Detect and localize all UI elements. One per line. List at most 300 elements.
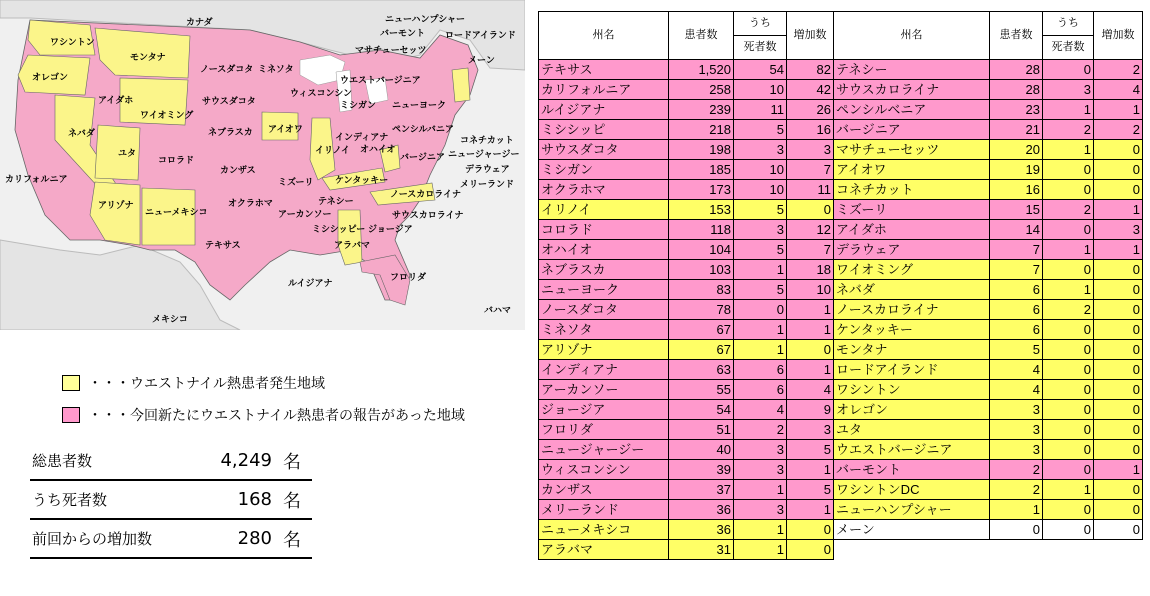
table-cell: 0 — [1043, 180, 1094, 200]
table-cell: 15 — [990, 200, 1043, 220]
map-label: ロードアイランド — [445, 31, 516, 41]
table-cell: 0 — [990, 520, 1043, 540]
map-label: マサチューセッツ — [355, 46, 427, 56]
map-label: カリフォルニア — [5, 175, 68, 185]
summary-row-deaths — [30, 481, 312, 520]
table-cell: 16 — [787, 120, 834, 140]
table-cell: 0 — [1043, 400, 1094, 420]
table-cell: 0 — [1094, 140, 1143, 160]
map-label: コロラド — [158, 156, 195, 166]
table-body — [539, 60, 1143, 560]
table-row — [539, 480, 1143, 500]
table-cell: モンタナ — [834, 340, 990, 360]
col-header-of-which: うち — [734, 12, 787, 36]
table-cell: 4 — [1094, 80, 1143, 100]
table-cell: ミネソタ — [539, 320, 669, 340]
empty-cell — [834, 540, 990, 560]
table-cell: 0 — [1094, 500, 1143, 520]
table-cell: 1 — [734, 540, 787, 560]
table-cell: 2 — [1043, 120, 1094, 140]
table-cell: 2 — [1043, 300, 1094, 320]
legend-text: ・・・今回新たにウエストナイル熱患者の報告があった地域 — [88, 408, 465, 424]
map-label: ニューメキシコ — [145, 208, 208, 218]
table-cell: 0 — [787, 200, 834, 220]
col-header-patients: 患者数 — [669, 12, 734, 60]
summary-value: 4,249 — [220, 450, 272, 471]
table-cell: ノースカロライナ — [834, 300, 990, 320]
table-cell: 42 — [787, 80, 834, 100]
table-cell: ウィスコンシン — [539, 460, 669, 480]
table-row — [539, 360, 1143, 380]
map-label: アイオワ — [268, 125, 303, 135]
table-cell: 0 — [1043, 500, 1094, 520]
table-cell: オハイオ — [539, 240, 669, 260]
table-cell: 2 — [1043, 200, 1094, 220]
table-cell: 5 — [990, 340, 1043, 360]
table-cell: 67 — [669, 340, 734, 360]
map-label: オクラホマ — [228, 199, 273, 209]
table-cell: 2 — [1094, 60, 1143, 80]
table-cell: 6 — [990, 280, 1043, 300]
table-cell: 0 — [787, 520, 834, 540]
table-cell: マサチューセッツ — [834, 140, 990, 160]
table-cell: 1 — [734, 340, 787, 360]
table-cell: 11 — [787, 180, 834, 200]
table-cell: 0 — [1094, 360, 1143, 380]
table-cell: 6 — [990, 300, 1043, 320]
col-header-patients-2: 患者数 — [990, 12, 1043, 60]
map-label: ミズーリ — [278, 178, 314, 188]
table-cell: 20 — [990, 140, 1043, 160]
table-cell: ニューヨーク — [539, 280, 669, 300]
col-header-increase-2: 増加数 — [1094, 12, 1143, 60]
table-cell: ニューメキシコ — [539, 520, 669, 540]
table-cell: 3 — [990, 400, 1043, 420]
table-cell: 104 — [669, 240, 734, 260]
table-row — [539, 280, 1143, 300]
header-row-1 — [539, 12, 1143, 36]
table-cell: ミシシッピ — [539, 120, 669, 140]
table-cell: アーカンソー — [539, 380, 669, 400]
table-row — [539, 460, 1143, 480]
table-cell: 0 — [1043, 360, 1094, 380]
summary-table — [30, 442, 312, 559]
table-cell: ロードアイランド — [834, 360, 990, 380]
table-cell: 5 — [734, 280, 787, 300]
summary-unit: 名 — [283, 529, 301, 551]
map-label: アーカンソー — [278, 210, 332, 220]
table-cell: 67 — [669, 320, 734, 340]
table-cell: 1 — [1043, 280, 1094, 300]
table-row — [539, 140, 1143, 160]
table-row — [539, 320, 1143, 340]
table-row — [539, 500, 1143, 520]
table-cell: 2 — [990, 480, 1043, 500]
table-row — [539, 380, 1143, 400]
table-cell: 0 — [787, 540, 834, 560]
map-state-new-england — [452, 68, 470, 102]
map-label: ノースカロライナ — [390, 190, 462, 200]
table-cell: 3 — [734, 220, 787, 240]
table-cell: 7 — [990, 240, 1043, 260]
table-cell: 0 — [1094, 420, 1143, 440]
table-cell: 1 — [990, 500, 1043, 520]
map-label: デラウェア — [465, 165, 510, 175]
table-cell: 218 — [669, 120, 734, 140]
table-cell: コネチカット — [834, 180, 990, 200]
table-row — [539, 200, 1143, 220]
table-cell: 37 — [669, 480, 734, 500]
table-cell: ウエストバージニア — [834, 440, 990, 460]
map-label: インディアナ — [335, 133, 389, 143]
map-label: カンザス — [220, 166, 256, 176]
table-cell: 258 — [669, 80, 734, 100]
table-cell: 5 — [734, 120, 787, 140]
table-cell: 1 — [787, 500, 834, 520]
table-cell: 1 — [787, 300, 834, 320]
empty-cell — [1094, 540, 1143, 560]
table-cell: コロラド — [539, 220, 669, 240]
table-cell: 1 — [787, 460, 834, 480]
empty-cell — [1043, 540, 1094, 560]
table-row — [539, 520, 1143, 540]
table-cell: ニューハンプシャー — [834, 500, 990, 520]
table-cell: ネブラスカ — [539, 260, 669, 280]
table-row — [539, 220, 1143, 240]
table-cell: 10 — [734, 80, 787, 100]
table-cell: 1 — [734, 520, 787, 540]
table-cell: 0 — [1043, 220, 1094, 240]
map-label: ワイオミング — [140, 111, 194, 121]
empty-cell — [990, 540, 1043, 560]
summary-unit: 名 — [283, 451, 301, 473]
table-cell: ミズーリ — [834, 200, 990, 220]
table-cell: 55 — [669, 380, 734, 400]
map-label: ケンタッキー — [335, 176, 389, 186]
table-cell: 1 — [734, 480, 787, 500]
summary-row-increase — [30, 520, 312, 559]
table-cell: 0 — [1094, 440, 1143, 460]
map-label: バハマ — [484, 306, 512, 316]
map-label: ユタ — [118, 149, 137, 159]
summary-value: 280 — [237, 528, 272, 549]
map-label: ウエストバージニア — [340, 76, 421, 86]
table-cell: フロリダ — [539, 420, 669, 440]
table-cell: 3 — [1094, 220, 1143, 240]
table-cell: 28 — [990, 60, 1043, 80]
table-cell: メリーランド — [539, 500, 669, 520]
table-cell: サウスカロライナ — [834, 80, 990, 100]
map-label: アイダホ — [98, 96, 134, 106]
table-cell: 5 — [734, 200, 787, 220]
summary-label: うち死者数 — [32, 491, 108, 509]
table-cell: 1 — [734, 260, 787, 280]
table-cell: 0 — [1043, 60, 1094, 80]
table-cell: 3 — [787, 420, 834, 440]
table-cell: ネバダ — [834, 280, 990, 300]
legend-item-pink — [62, 404, 492, 426]
map-label: コネチカット — [460, 136, 514, 146]
table-cell: 1 — [1094, 460, 1143, 480]
table-cell: 6 — [734, 380, 787, 400]
table-cell: 1 — [787, 360, 834, 380]
table-cell: 5 — [787, 440, 834, 460]
map-label: モンタナ — [130, 53, 166, 63]
map-label: オハイオ — [360, 145, 396, 155]
table-cell: 118 — [669, 220, 734, 240]
table-cell: ジョージア — [539, 400, 669, 420]
table-cell: 9 — [787, 400, 834, 420]
table-row — [539, 340, 1143, 360]
table-cell: 1 — [1094, 100, 1143, 120]
table-cell: バージニア — [834, 120, 990, 140]
map-label: アリゾナ — [98, 201, 134, 211]
table-cell: 39 — [669, 460, 734, 480]
table-cell: 21 — [990, 120, 1043, 140]
table-cell: アイオワ — [834, 160, 990, 180]
table-cell: 0 — [1094, 300, 1143, 320]
table-cell: 2 — [990, 460, 1043, 480]
map-label: サウスダコタ — [202, 97, 256, 107]
table-cell: サウスダコタ — [539, 140, 669, 160]
table-cell: 1 — [1043, 480, 1094, 500]
table-cell: 0 — [1043, 260, 1094, 280]
state-table-wrapper — [538, 11, 1143, 560]
table-cell: 1 — [1094, 200, 1143, 220]
table-cell: アラバマ — [539, 540, 669, 560]
table-cell: 3 — [734, 500, 787, 520]
table-cell: ケンタッキー — [834, 320, 990, 340]
table-cell: 0 — [1043, 440, 1094, 460]
table-cell: 12 — [787, 220, 834, 240]
table-cell: 0 — [1094, 160, 1143, 180]
table-row — [539, 540, 1143, 560]
table-cell: 4 — [990, 360, 1043, 380]
table-cell: 0 — [1043, 380, 1094, 400]
table-cell: 185 — [669, 160, 734, 180]
table-cell: 3 — [1043, 80, 1094, 100]
map-label: バージニア — [400, 153, 445, 163]
map-label: ワシントン — [50, 38, 95, 48]
table-cell: ミシガン — [539, 160, 669, 180]
table-row — [539, 120, 1143, 140]
table-cell: インディアナ — [539, 360, 669, 380]
map-label: ニューハンプシャー — [385, 15, 466, 25]
table-cell: 31 — [669, 540, 734, 560]
legend-item-yellow — [62, 372, 492, 394]
table-cell: 0 — [1094, 180, 1143, 200]
table-cell: ユタ — [834, 420, 990, 440]
table-cell: 0 — [1094, 400, 1143, 420]
table-cell: 28 — [990, 80, 1043, 100]
table-cell: 6 — [734, 360, 787, 380]
summary-label: 前回からの増加数 — [32, 530, 153, 548]
table-cell: オクラホマ — [539, 180, 669, 200]
table-cell: アイダホ — [834, 220, 990, 240]
table-cell: テネシー — [834, 60, 990, 80]
legend — [62, 372, 492, 436]
summary-unit: 名 — [283, 490, 301, 512]
map-label: オレゴン — [32, 73, 69, 83]
table-cell: 3 — [734, 460, 787, 480]
table-row — [539, 300, 1143, 320]
table-cell: 198 — [669, 140, 734, 160]
table-cell: ルイジアナ — [539, 100, 669, 120]
summary-row-total — [30, 442, 312, 481]
table-cell: 83 — [669, 280, 734, 300]
table-cell: ニュージャージー — [539, 440, 669, 460]
col-header-state-2: 州名 — [834, 12, 990, 60]
table-cell: 18 — [787, 260, 834, 280]
table-cell: 7 — [990, 260, 1043, 280]
table-cell: 3 — [990, 420, 1043, 440]
table-cell: 7 — [787, 160, 834, 180]
table-cell: アリゾナ — [539, 340, 669, 360]
table-cell: ワシントン — [834, 380, 990, 400]
table-cell: ワシントンDC — [834, 480, 990, 500]
table-cell: 239 — [669, 100, 734, 120]
table-cell: 0 — [1094, 320, 1143, 340]
table-cell: 36 — [669, 500, 734, 520]
table-row — [539, 100, 1143, 120]
table-cell: 153 — [669, 200, 734, 220]
summary-label: 総患者数 — [32, 452, 93, 470]
state-table — [538, 11, 1143, 560]
map-label: ペンシルバニア — [392, 125, 454, 135]
table-cell: 1 — [1043, 240, 1094, 260]
table-cell: 3 — [990, 440, 1043, 460]
table-cell: 3 — [734, 140, 787, 160]
map-label: テキサス — [205, 241, 241, 251]
table-cell: ワイオミング — [834, 260, 990, 280]
map-label: ニュージャージー — [448, 150, 520, 160]
table-row — [539, 60, 1143, 80]
table-cell: 10 — [787, 280, 834, 300]
table-cell: 0 — [1094, 520, 1143, 540]
col-header-increase: 増加数 — [787, 12, 834, 60]
table-row — [539, 420, 1143, 440]
map-label: メキシコ — [152, 315, 188, 325]
legend-text: ・・・ウエストナイル熱患者発生地域 — [88, 376, 326, 392]
table-cell: 1 — [787, 320, 834, 340]
map-label: ノースダコタ — [200, 65, 254, 75]
map-label: ネブラスカ — [208, 128, 253, 138]
table-cell: 16 — [990, 180, 1043, 200]
table-cell: 54 — [734, 60, 787, 80]
map-label: バーモント — [380, 29, 426, 39]
table-cell: 0 — [1094, 380, 1143, 400]
table-cell: 0 — [734, 300, 787, 320]
map-label: ネバダ — [68, 129, 95, 139]
table-cell: 19 — [990, 160, 1043, 180]
table-cell: 51 — [669, 420, 734, 440]
table-cell: オレゴン — [834, 400, 990, 420]
table-cell: 1 — [734, 320, 787, 340]
table-cell: メーン — [834, 520, 990, 540]
table-cell: 4 — [787, 380, 834, 400]
table-cell: 82 — [787, 60, 834, 80]
table-cell: 2 — [734, 420, 787, 440]
table-cell: 63 — [669, 360, 734, 380]
table-cell: 0 — [1094, 280, 1143, 300]
table-cell: 0 — [1094, 340, 1143, 360]
map-label: カナダ — [186, 18, 213, 28]
table-cell: 54 — [669, 400, 734, 420]
table-cell: バーモント — [834, 460, 990, 480]
col-header-state: 州名 — [539, 12, 669, 60]
us-map — [0, 0, 525, 330]
table-cell: 1 — [1043, 140, 1094, 160]
map-label: サウスカロライナ — [392, 211, 464, 221]
table-cell: 173 — [669, 180, 734, 200]
table-cell: 5 — [734, 240, 787, 260]
map-label: メリーランド — [460, 180, 515, 190]
legend-swatch-yellow — [62, 375, 80, 391]
table-cell: 6 — [990, 320, 1043, 340]
table-row — [539, 400, 1143, 420]
table-cell: 1 — [1043, 100, 1094, 120]
table-cell: デラウェア — [834, 240, 990, 260]
table-cell: ペンシルベニア — [834, 100, 990, 120]
map-label: ミシガン — [340, 101, 377, 111]
map-label: ミシシッピー — [312, 225, 366, 235]
table-cell: 10 — [734, 180, 787, 200]
map-label: アラバマ — [334, 241, 371, 251]
table-cell: 3 — [734, 440, 787, 460]
table-cell: イリノイ — [539, 200, 669, 220]
table-cell: 5 — [787, 480, 834, 500]
table-cell: 0 — [1043, 460, 1094, 480]
col-header-deaths: 死者数 — [734, 36, 787, 60]
table-cell: 1,520 — [669, 60, 734, 80]
table-cell: 103 — [669, 260, 734, 280]
table-row — [539, 240, 1143, 260]
table-cell: 0 — [787, 340, 834, 360]
table-cell: 1 — [1094, 240, 1143, 260]
table-row — [539, 80, 1143, 100]
table-cell: ノースダコタ — [539, 300, 669, 320]
table-cell: カリフォルニア — [539, 80, 669, 100]
table-cell: 0 — [1043, 320, 1094, 340]
col-header-of-which-2: うち — [1043, 12, 1094, 36]
table-cell: 10 — [734, 160, 787, 180]
table-cell: 36 — [669, 520, 734, 540]
summary-value: 168 — [237, 489, 272, 510]
table-cell: 26 — [787, 100, 834, 120]
table-cell: テキサス — [539, 60, 669, 80]
table-cell: 4 — [734, 400, 787, 420]
map-label: テネシー — [318, 197, 354, 207]
map-label: メーン — [468, 56, 495, 66]
legend-swatch-pink — [62, 407, 80, 423]
table-row — [539, 160, 1143, 180]
table-cell: 3 — [787, 140, 834, 160]
table-cell: 7 — [787, 240, 834, 260]
table-cell: 40 — [669, 440, 734, 460]
table-cell: 2 — [1094, 120, 1143, 140]
col-header-deaths-2: 死者数 — [1043, 36, 1094, 60]
table-row — [539, 440, 1143, 460]
table-cell: 4 — [990, 380, 1043, 400]
table-row — [539, 180, 1143, 200]
table-cell: 0 — [1043, 420, 1094, 440]
map-label: ミネソタ — [258, 65, 294, 75]
table-cell: 0 — [1094, 260, 1143, 280]
map-label: ニューヨーク — [392, 101, 447, 111]
table-cell: 78 — [669, 300, 734, 320]
table-cell: 14 — [990, 220, 1043, 240]
table-row — [539, 260, 1143, 280]
